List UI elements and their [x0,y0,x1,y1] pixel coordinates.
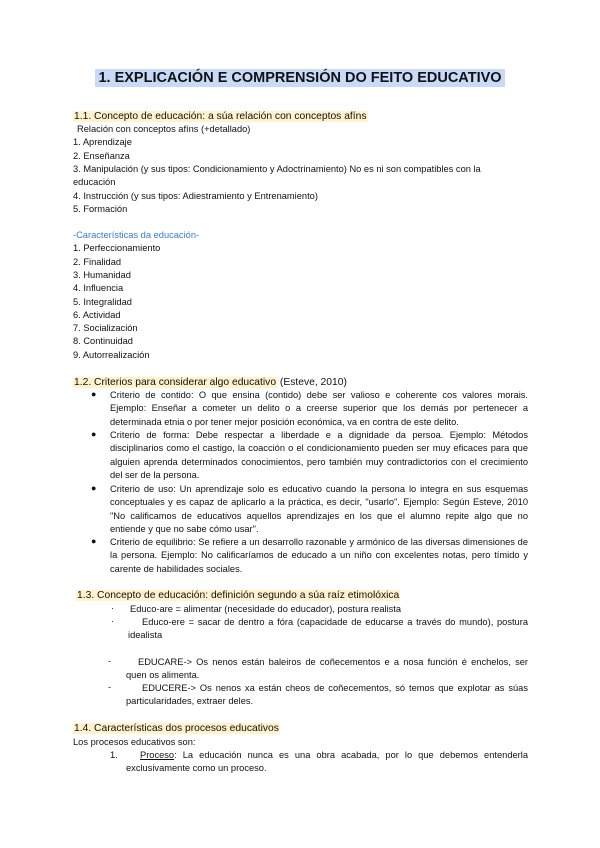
educare-item: EDUCARE-> Os nenos están baleiros de coñecementos e a nosa función é enchelos, ser quen os alimenta. [126,657,528,681]
dash-bullet-icon: - [108,656,111,666]
section-1-4-heading: 1.4. Características dos procesos educativos [74,723,279,734]
concept-item: 3. Manipulación (y sus tipos: Condicionamiento y Adoctrinamiento) No es ni son compatibles con la [73,164,481,174]
characteristics-heading: -Características da educación- [73,230,200,240]
criterion-form: Criterio de forma: Debe respectar a liberdade e a dignidade da persoa. Ejemplo: Métodos disciplinarios como el castigo, la coacción o el condicionamiento pueden ser muy eficaces para que alguien aprenda determinados conocimientos, pero también muy contradictorios con el crecimiento del ser de la persona. [110,430,528,481]
characteristic-item: 3. Humanidad [73,270,131,280]
characteristic-item: 8. Continuidad [73,336,133,346]
etymology-item: Educo-are = alimentar (necesidade do educador), postura realista [130,604,402,614]
section-1-4-intro: Los procesos educativos son: [73,737,196,747]
dash-bullet-icon: - [108,682,111,692]
concept-item: 4. Instrucción (y sus tipos: Adiestramiento y Entrenamiento) [73,191,318,201]
bullet-icon: ● [91,389,97,399]
section-1-2-heading: 1.2. Criterios para considerar algo educativo (Esteve, 2010) [74,377,347,388]
concept-item: 2. Enseñanza [73,151,130,161]
page-title: 1. EXPLICACIÓN E COMPRENSIÓN DO FEITO EDUCATIVO [0,70,600,86]
characteristic-item: 7. Socialización [73,323,138,333]
criterion-balance: Criterio de equilibrio: Se refiere a un desarrollo razonable y armónico de las diversas dimensiones de la persona. Ejemplo: No calificaríamos de educado a un niño con excelentes notas, pero tímido y carente de habilidades sociales. [110,537,528,574]
criterion-use: Criterio de uso: Un aprendizaje solo es educativo cuando la persona lo integra en sus esquemas conceptuales y es capaz de aplicarlo a la práctica, es decir, "usarlo". Ejemplo: Según Esteve, 2010 "No calificamos de educativos aquellos aprendizajes en los que el alumno repite algo que no entiende y que no sabe cómo usar". [110,484,528,535]
process-item: Proceso: La educación nunca es una obra acabada, por lo que debemos entenderla exclusivamente como un proceso. [126,750,528,774]
characteristic-item: 1. Perfeccionamiento [73,243,161,253]
section-1-3-heading: 1.3. Concepto de educación: definición segundo a súa raíz etimolóxica [77,590,400,601]
concept-item: 5. Formación [73,204,128,214]
educere-item: EDUCERE-> Os nenos xa están cheos de coñecementos, só temos que explotar as súas particularidades, extraer deles. [126,683,528,707]
characteristic-item: 2. Finalidad [73,257,122,267]
characteristic-item: 6. Actividad [73,310,121,320]
characteristic-item: 9. Autorrealización [73,350,150,360]
criterion-content: Criterio de contido: O que ensina (contido) debe ser valioso e coherente cos valores morais. Ejemplo: Enseñar a cometer un delito o a creerse superior que los demás por pertenecer a determinada etnia o por tener mejor posición económica, va en contra de este delito. [110,390,528,427]
concept-item: educación [73,177,116,187]
concept-item: 1. Aprendizaje [73,137,132,147]
section-1-1-heading: 1.1. Concepto de educación: a súa relación con conceptos afíns [74,111,367,122]
characteristic-item: 4. Influencia [73,283,124,293]
bullet-icon: ● [91,483,97,493]
bullet-icon: ● [91,429,97,439]
dot-bullet-icon: · [111,603,114,613]
process-item-number: 1. [110,750,118,760]
section-1-1-subheading: Relación con conceptos afíns (+detallado) [77,124,251,134]
etymology-item: Educo-ere = sacar de dentro a fóra (capacidade de educarse a través do mundo), postura idealista [128,617,528,641]
characteristic-item: 5. Integralidad [73,297,132,307]
bullet-icon: ● [91,536,97,546]
dot-bullet-icon: · [111,616,114,626]
